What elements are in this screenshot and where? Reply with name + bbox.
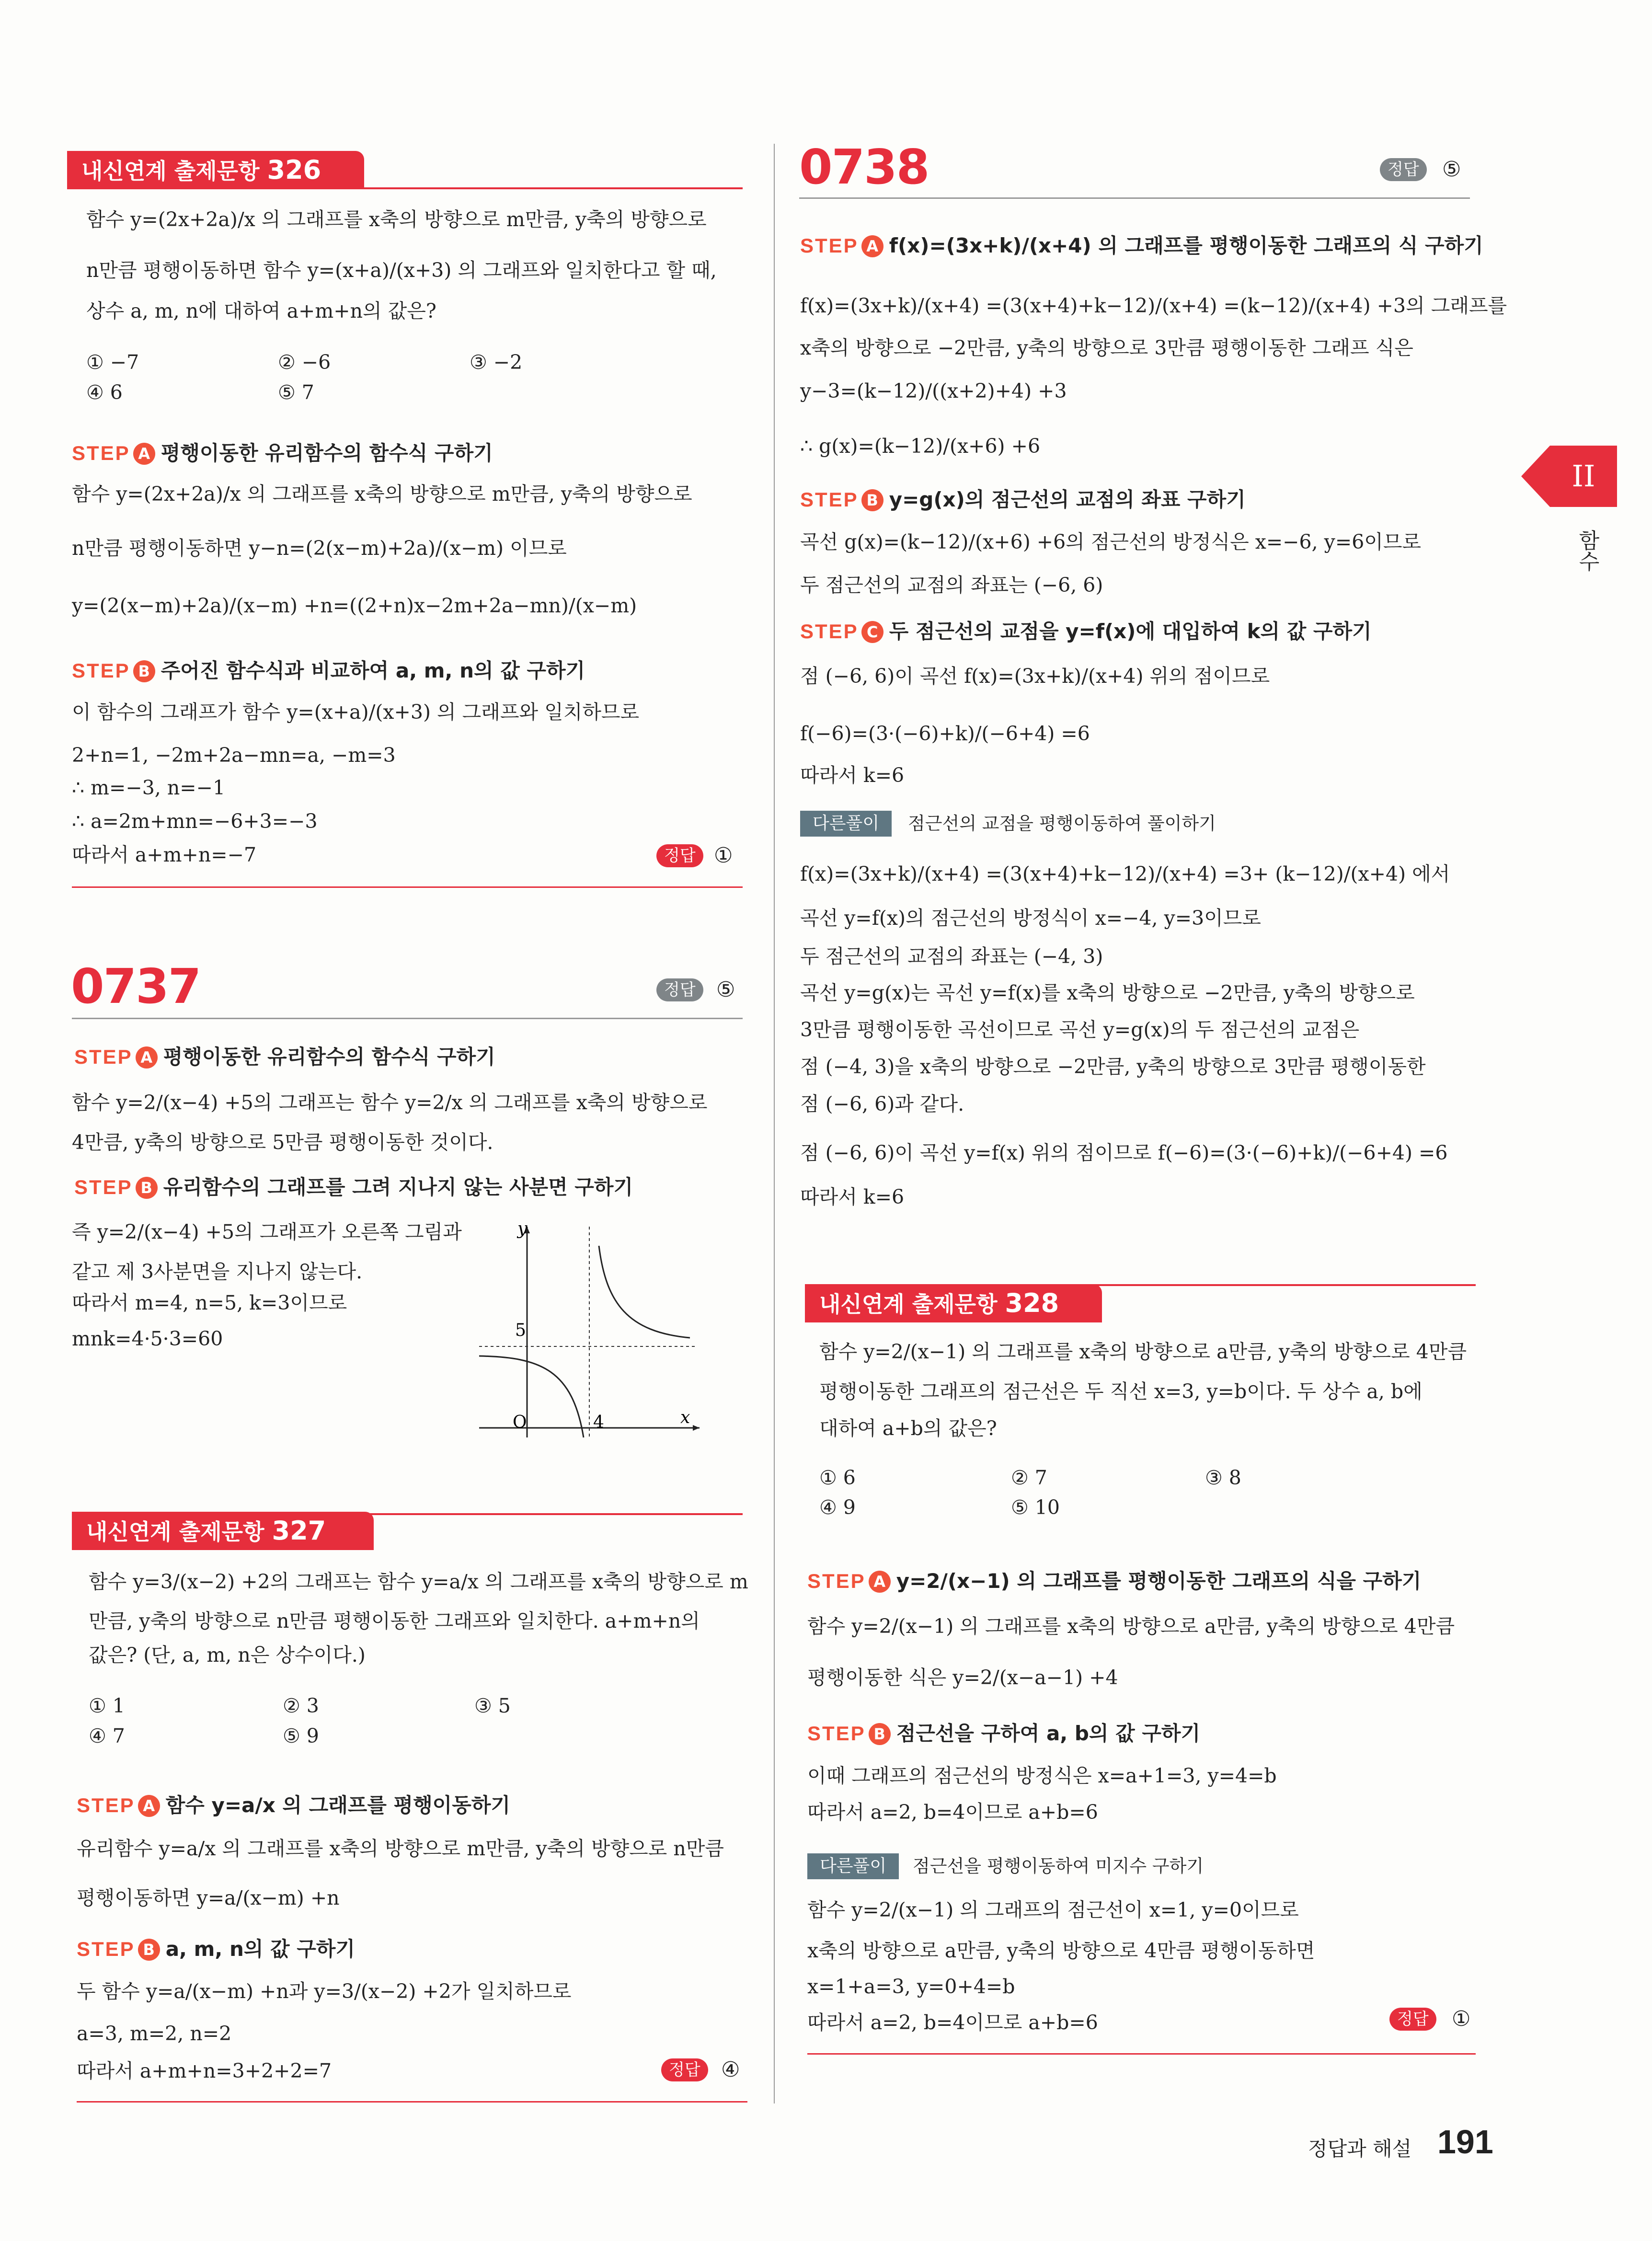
q0737-stepB-line-2: 같고 제 3사분면을 지나지 않는다. [72,1260,363,1283]
q0738-stepC-title: 두 점근선의 교점을 y=f(x)에 대입하여 k의 값 구하기 [889,620,1372,643]
asymptote-y-label: 5 [515,1321,526,1340]
q0738-stepC-line-3: 따라서 k=6 [800,764,905,787]
q326-stepB-line-4: ∴ a=2m+mn=−6+3=−3 [72,810,318,833]
column-divider [774,144,775,2103]
q328-choice-3[interactable]: ③ 8 [1205,1466,1241,1489]
step-letter-badge: C [861,621,883,643]
banner-number: 326 [267,155,321,185]
section-rule [807,2053,1476,2055]
section-rule [799,197,1470,199]
q327-stepB-line-3: 따라서 a+m+n=3+2+2=7 [77,2059,332,2082]
q326-banner [67,151,364,189]
q327-stepB-title: a, m, n의 값 구하기 [165,1937,355,1961]
step-letter-badge: B [136,1177,158,1199]
q326-choice-1[interactable]: ① −7 [86,351,139,374]
step-letter-badge: A [133,443,155,465]
answer-badge: 정답 [1380,158,1427,181]
q327-stepB-line-1: 두 함수 y=a/(x−m) +n과 y=3/(x−2) +2가 일치하므로 [77,1980,572,2003]
q0737-stepB-title: 유리함수의 그래프를 그려 지나지 않는 사분면 구하기 [163,1175,633,1199]
q328-stepB-line-1: 이때 그래프의 점근선의 방정식은 x=a+1=3, y=4=b [807,1764,1277,1787]
answer-badge: 정답 [656,978,703,1001]
q0737-stepA-heading [74,1044,495,1070]
q327-line-1: 함수 y=3/(x−2) +2의 그래프는 함수 y=a/x 의 그래프를 x축의 방향으로 m [89,1570,748,1593]
q0738-stepA-line-4: ∴ g(x)=(k−12)/(x+6) +6 [800,435,1041,458]
q327-stepA-title: 함수 y=a/x 의 그래프를 평행이동하기 [165,1793,510,1817]
step-letter-badge: B [861,489,883,511]
q326-stepB-line-3: ∴ m=−3, n=−1 [72,776,226,799]
q327-choice-2[interactable]: ② 3 [283,1694,319,1717]
step-letter-badge: B [133,660,155,682]
q327-line-3: 값은? (단, a, m, n은 상수이다.) [89,1643,366,1666]
q328-stepB-line-2: 따라서 a=2, b=4이므로 a+b=6 [807,1801,1098,1824]
q328-stepA-title: y=2/(x−1) 의 그래프를 평행이동한 그래프의 식을 구하기 [896,1569,1422,1593]
q0738-alt-line-6: 점 (−4, 3)을 x축의 방향으로 −2만큼, y축의 방향으로 3만큼 평행이동한 [800,1055,1426,1078]
q326-stepB-line-5: 따라서 a+m+n=−7 [72,843,257,866]
q0738-alt-line-2: 곡선 y=f(x)의 점근선의 방정식이 x=−4, y=3이므로 [800,907,1262,930]
alt-solution-title: 점근선을 평행이동하여 미지수 구하기 [913,1856,1204,1876]
q0738-stepA-line-3: y−3=(k−12)/((x+2)+4) +3 [800,379,1067,402]
q327-choice-4[interactable]: ④ 7 [89,1724,125,1747]
problem-number-0737: 0737 [71,958,201,1014]
chapter-label: 함수 [1575,529,1599,572]
q328-line-1: 함수 y=2/(x−1) 의 그래프를 x축의 방향으로 a만큼, y축의 방향으로 4만큼 [819,1340,1467,1363]
q326-stepA-line-1: 함수 y=(2x+2a)/x 의 그래프를 x축의 방향으로 m만큼, y축의 방향으로 [72,483,692,506]
alt-solution-tag: 다른풀이 [800,811,892,837]
section-rule [72,886,743,888]
q0738-stepB-line-2: 두 점근선의 교점의 좌표는 (−6, 6) [800,574,1103,597]
q0738-alt-line-5: 3만큼 평행이동한 곡선이므로 곡선 y=g(x)의 두 점근선의 교점은 [800,1018,1360,1041]
q328-choice-2[interactable]: ② 7 [1011,1466,1047,1489]
step-word: STEP [77,1794,135,1816]
step-letter-badge: A [138,1795,160,1817]
step-word: STEP [800,234,859,257]
step-letter-badge: B [869,1723,891,1745]
asymptote-x-label: 4 [593,1413,604,1432]
q327-banner [72,1512,374,1550]
q328-stepB-title: 점근선을 구하여 a, b의 값 구하기 [896,1722,1201,1745]
step-word: STEP [800,620,859,643]
q327-stepA-line-2: 평행이동하면 y=a/(x−m) +n [77,1886,340,1909]
q326-stepB-title: 주어진 함수식과 비교하여 a, m, n의 값 구하기 [161,659,585,682]
hyperbola-graph [470,1217,709,1442]
x-axis-label: x [680,1408,690,1427]
banner-number: 327 [272,1516,326,1546]
q0738-stepA-line-1: f(x)=(3x+k)/(x+4) =(3(x+4)+k−12)/(x+4) =(k−12)/(x+4) +3의 그래프를 [800,294,1507,317]
step-word: STEP [807,1570,866,1592]
step-word: STEP [800,488,859,511]
q326-stepA-line-3: y=(2(x−m)+2a)/(x−m) +n=((2+n)x−2m+2a−mn)/(x−m) [72,594,637,617]
origin-label: O [513,1413,527,1432]
q0738-stepA-line-2: x축의 방향으로 −2만큼, y축의 방향으로 3만큼 평행이동한 그래프 식은 [800,336,1413,359]
q328-choice-5[interactable]: ⑤ 10 [1011,1496,1060,1519]
step-word: STEP [74,1046,133,1068]
q326-line-2: n만큼 평행이동하면 함수 y=(x+a)/(x+3) 의 그래프와 일치한다고 할 때, [86,259,717,282]
q0737-stepB-line-1: 즉 y=2/(x−4) +5의 그래프가 오른쪽 그림과 [72,1220,462,1243]
q328-line-2: 평행이동한 그래프의 점근선은 두 직선 x=3, y=b이다. 두 상수 a, b에 [819,1380,1423,1403]
q326-choice-2[interactable]: ② −6 [278,351,331,374]
q0738-stepB-line-1: 곡선 g(x)=(k−12)/(x+6) +6의 점근선의 방정식은 x=−6, y=6이므로 [800,530,1422,553]
q0738-stepC-line-2: f(−6)=(3·(−6)+k)/(−6+4) =6 [800,722,1090,745]
q327-choice-5[interactable]: ⑤ 9 [283,1724,319,1747]
q328-alt-line-1: 함수 y=2/(x−1) 의 그래프의 점근선이 x=1, y=0이므로 [807,1898,1299,1921]
q328-stepB-heading [807,1720,1200,1747]
banner-label: 내신연계 출제문항 [81,158,260,184]
q326-choice-5[interactable]: ⑤ 7 [278,381,314,404]
answer-badge: 정답 [656,844,703,867]
answer-value: ① [714,843,733,868]
banner-topline [72,1513,743,1515]
q326-stepB-heading [72,657,585,684]
q328-stepA-line-2: 평행이동한 식은 y=2/(x−a−1) +4 [807,1666,1118,1689]
q0738-alt-line-8: 점 (−6, 6)이 곡선 y=f(x) 위의 점이므로 f(−6)=(3·(−6)+k)/(−6+4) =6 [800,1141,1448,1164]
q328-choice-1[interactable]: ① 6 [819,1466,856,1489]
q0738-alt-line-4: 곡선 y=g(x)는 곡선 y=f(x)를 x축의 방향으로 −2만큼, y축의 방향으로 [800,981,1415,1004]
section-rule [77,2101,747,2103]
page-number: 191 [1437,2123,1493,2161]
section-rule [72,1018,743,1019]
step-letter-badge: A [861,235,883,257]
answer-badge: 정답 [661,2058,708,2081]
step-word: STEP [77,1938,135,1960]
problem-number-0738: 0738 [799,139,929,195]
q326-choice-3[interactable]: ③ −2 [470,351,523,374]
q327-line-2: 만큼, y축의 방향으로 n만큼 평행이동한 그래프와 일치한다. a+m+n의 [89,1609,700,1632]
answer-badge: 정답 [1389,2008,1436,2031]
q0737-stepB-line-4: mnk=4·5·3=60 [72,1327,223,1350]
banner-number: 328 [1005,1288,1059,1318]
q326-line-3: 상수 a, m, n에 대하여 a+m+n의 값은? [86,299,436,322]
footer-label: 정답과 해설 [1308,2137,1412,2161]
alt-solution-tag: 다른풀이 [807,1853,899,1879]
step-word: STEP [807,1722,866,1745]
q328-banner [805,1284,1102,1322]
q326-line-1: 함수 y=(2x+2a)/x 의 그래프를 x축의 방향으로 m만큼, y축의 방향으로 [86,208,707,231]
q328-alt-line-3: x=1+a=3, y=0+4=b [807,1975,1015,1998]
q326-stepA-line-2: n만큼 평행이동하면 y−n=(2(x−m)+2a)/(x−m) 이므로 [72,537,567,560]
q0737-stepB-heading [74,1174,633,1201]
q0738-alt-line-9: 따라서 k=6 [800,1185,905,1208]
curve-right-branch [599,1246,690,1338]
q0738-stepA-title: f(x)=(3x+k)/(x+4) 의 그래프를 평행이동한 그래프의 식 구하기 [889,234,1483,257]
step-word: STEP [74,1176,133,1198]
q327-stepA-heading [77,1792,510,1819]
q326-stepA-heading [72,440,493,467]
answer-value: ⑤ [716,977,735,1002]
step-letter-badge: A [869,1571,891,1593]
q0738-stepC-line-1: 점 (−6, 6)이 곡선 f(x)=(3x+k)/(x+4) 위의 점이므로 [800,665,1270,688]
q0738-alt-line-3: 두 점근선의 교점의 좌표는 (−4, 3) [800,945,1103,968]
q0737-stepB-line-3: 따라서 m=4, n=5, k=3이므로 [72,1291,347,1314]
q328-stepA-heading [807,1568,1421,1595]
q327-choice-3[interactable]: ③ 5 [474,1694,511,1717]
q328-alt-line-2: x축의 방향으로 a만큼, y축의 방향으로 4만큼 평행이동하면 [807,1939,1315,1962]
alt-solution-title: 점근선의 교점을 평행이동하여 풀이하기 [908,813,1216,834]
q0738-stepB-title: y=g(x)의 점근선의 교점의 좌표 구하기 [889,488,1246,511]
q326-stepB-line-2: 2+n=1, −2m+2a−mn=a, −m=3 [72,744,396,767]
q328-line-3: 대하여 a+b의 값은? [819,1417,997,1440]
q328-choice-4[interactable]: ④ 9 [819,1496,856,1519]
q328-alt-line-4: 따라서 a=2, b=4이므로 a+b=6 [807,2011,1098,2034]
q326-stepA-title: 평행이동한 유리함수의 함수식 구하기 [161,441,493,465]
q326-stepB-line-1: 이 함수의 그래프가 함수 y=(x+a)/(x+3) 의 그래프와 일치하므로 [72,701,640,724]
q0737-stepA-line-2: 4만큼, y축의 방향으로 5만큼 평행이동한 것이다. [72,1131,493,1154]
q0738-alt-line-1: f(x)=(3x+k)/(x+4) =(3(x+4)+k−12)/(x+4) =3+ (k−12)/(x+4) 에서 [800,862,1450,885]
q326-choice-4[interactable]: ④ 6 [86,381,123,404]
curve-left-branch [479,1356,584,1437]
q327-choice-1[interactable]: ① 1 [89,1694,125,1717]
q0738-alt-line-7: 점 (−6, 6)과 같다. [800,1092,964,1115]
banner-label: 내신연계 출제문항 [86,1519,264,1545]
banner-label: 내신연계 출제문항 [819,1291,998,1317]
q0738-stepA-heading [800,232,1483,259]
q327-stepA-line-1: 유리함수 y=a/x 의 그래프를 x축의 방향으로 m만큼, y축의 방향으로 n만큼 [77,1837,724,1860]
step-word: STEP [72,442,130,464]
y-axis-label: y [517,1219,528,1239]
q327-stepB-heading [77,1936,355,1963]
step-word: STEP [72,659,130,682]
step-letter-badge: B [138,1939,160,1961]
answer-value: ④ [721,2057,740,2082]
q0737-stepA-line-1: 함수 y=2/(x−4) +5의 그래프는 함수 y=2/x 의 그래프를 x축의 방향으로 [72,1091,708,1114]
answer-value: ⑤ [1442,157,1461,182]
q0738-stepC-heading [800,618,1372,645]
x-axis-arrow [693,1425,700,1431]
step-letter-badge: A [136,1046,158,1069]
answer-value: ① [1452,2007,1471,2031]
q0737-stepA-title: 평행이동한 유리함수의 함수식 구하기 [163,1045,495,1069]
q0738-stepB-heading [800,486,1246,513]
q328-stepA-line-1: 함수 y=2/(x−1) 의 그래프를 x축의 방향으로 a만큼, y축의 방향으로 4만큼 [807,1615,1455,1638]
chapter-tab[interactable]: II [1550,446,1617,507]
q327-stepB-line-2: a=3, m=2, n=2 [77,2022,232,2045]
banner-underline [67,187,743,189]
